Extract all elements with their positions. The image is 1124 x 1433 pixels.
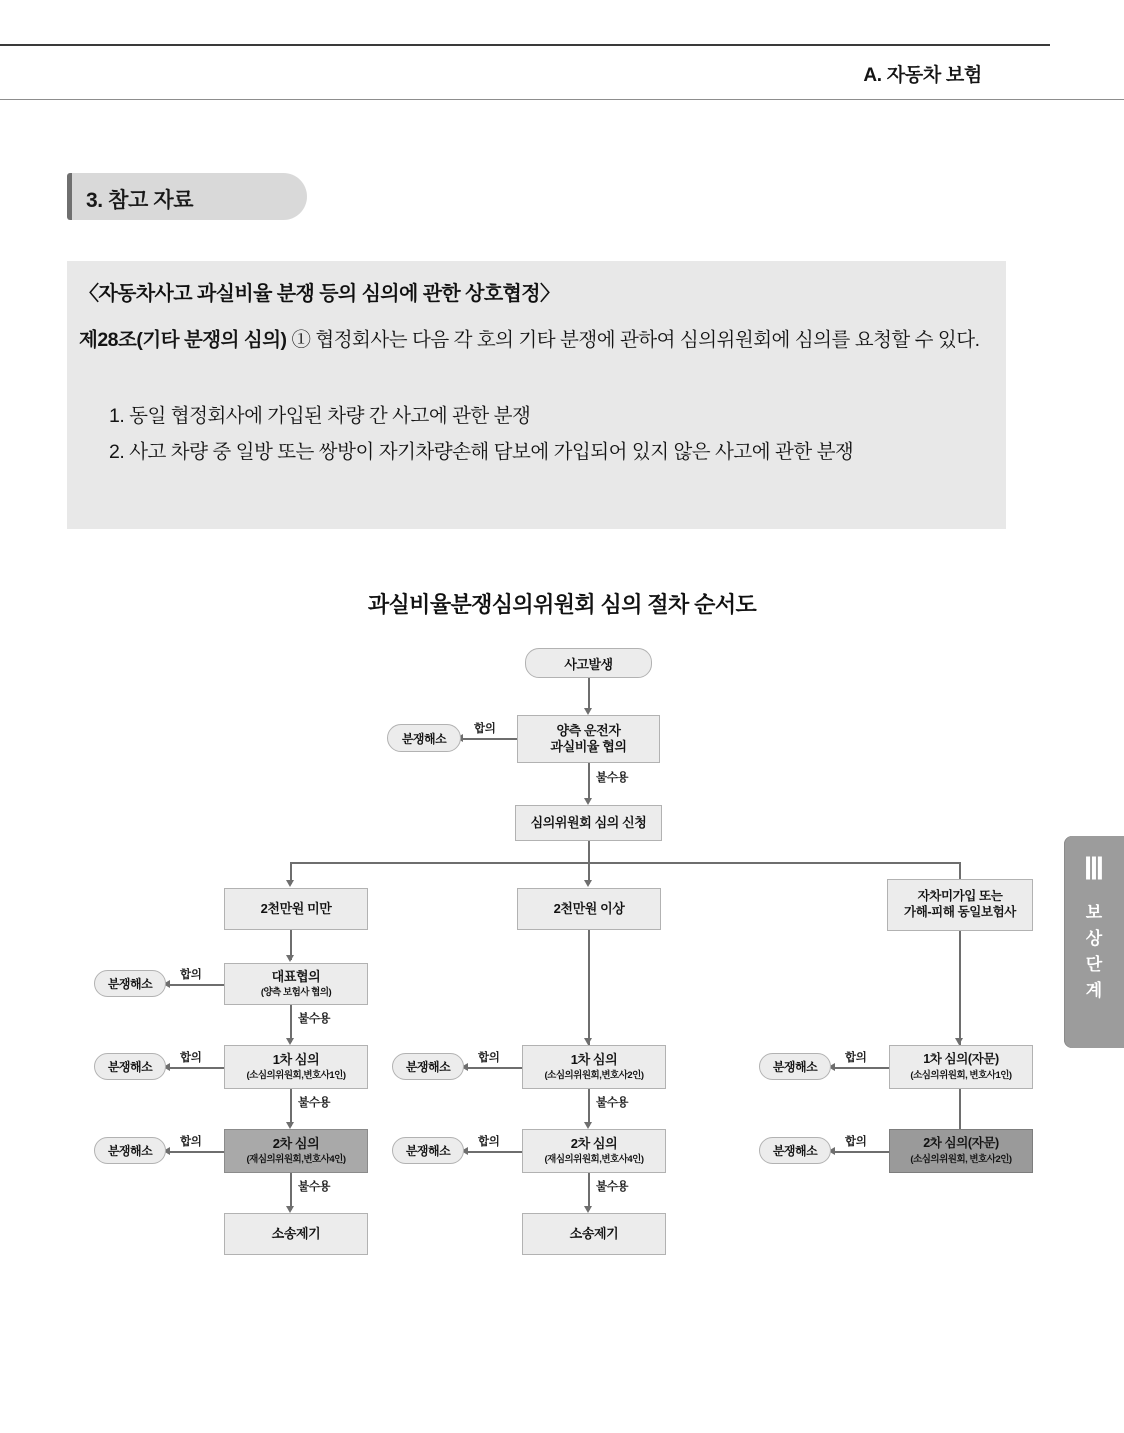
arrow-rep-to-first	[286, 1038, 294, 1045]
connector-center-first-to-resolved	[468, 1067, 522, 1069]
node-negotiation-line2: 과실비율 협의	[550, 739, 627, 754]
node-resolved-right-1-label: 분쟁해소	[772, 1060, 818, 1074]
connector-center-first-to-second	[588, 1089, 590, 1126]
connector-center-to-first	[588, 930, 590, 1045]
node-resolved-top	[387, 724, 461, 752]
connector-rep-to-first	[290, 1005, 292, 1042]
connector-right-second-to-resolved	[835, 1151, 889, 1153]
label-reject-left-3: 불수용	[298, 1181, 331, 1193]
arrow-left-first-to-second	[286, 1122, 294, 1129]
side-chapter-char: 보	[1085, 903, 1103, 922]
node-branch-same-insurer-line1: 자차미가입 또는	[917, 889, 1003, 904]
node-right-second-review-label: 2차 심의(자문)	[923, 1136, 999, 1151]
node-resolved-left-3	[94, 1137, 166, 1164]
connector-left-second-to-resolved	[170, 1151, 224, 1153]
node-resolved-left-3-label: 분쟁해소	[107, 1144, 153, 1158]
node-resolved-top-label: 분쟁해소	[401, 731, 447, 746]
node-resolved-center-1-label: 분쟁해소	[405, 1060, 451, 1074]
arrow-left-to-rep	[286, 955, 294, 962]
node-left-lawsuit	[224, 1213, 368, 1255]
arrow-center-first-to-second	[584, 1122, 592, 1129]
agreement-article-body: ① 협정회사는 다음 각 호의 기타 분쟁에 관하여 심의위원회에 심의를 요청할 수 있다.	[291, 329, 980, 351]
label-reject-center-2: 불수용	[596, 1181, 629, 1193]
node-center-first-review	[522, 1045, 666, 1089]
node-center-second-review	[522, 1129, 666, 1173]
agreement-article	[79, 323, 994, 357]
node-branch-same-insurer	[887, 879, 1033, 931]
label-agree-center-1: 합의	[478, 1052, 500, 1064]
node-center-second-review-sub: (재심의위원회,변호사4인)	[544, 1154, 644, 1166]
connector-right-first-to-resolved	[835, 1067, 889, 1069]
node-left-second-review-label: 2차 심의	[272, 1135, 320, 1151]
label-reject-left-1: 불수용	[298, 1013, 331, 1025]
arrow-negotiation-to-application	[584, 798, 592, 805]
label-reject-top: 불수용	[596, 772, 629, 784]
node-accident-label: 사고발생	[564, 656, 613, 672]
node-right-second-review-sub: (소심의위원회, 변호사2인)	[910, 1153, 1012, 1165]
connector-center-second-to-resolved	[468, 1151, 522, 1153]
agreement-article-number: 제28조(기타 분쟁의 심의)	[79, 329, 287, 351]
figure-title: 과실비율분쟁심의위원회 심의 절차 순서도	[367, 592, 757, 617]
label-agree-left-2: 합의	[180, 1052, 202, 1064]
label-agree-center-2: 합의	[478, 1136, 500, 1148]
connector-branch-bus	[290, 862, 960, 864]
connector-negotiation-to-resolved	[463, 738, 517, 740]
label-agree-left-3: 합의	[180, 1136, 202, 1148]
node-resolved-left-1	[94, 970, 166, 997]
node-branch-over-20m-label: 2천만원 이상	[553, 900, 625, 916]
connector-left-first-to-resolved	[170, 1067, 224, 1069]
arrow-center-second-to-lawsuit	[584, 1206, 592, 1213]
label-agree-right-2: 합의	[845, 1136, 867, 1148]
connector-left-first-to-second	[290, 1089, 292, 1126]
node-resolved-center-1	[392, 1053, 464, 1080]
node-branch-under-20m	[224, 888, 368, 930]
connector-center-second-to-lawsuit	[588, 1173, 590, 1210]
node-resolved-left-2-label: 분쟁해소	[107, 1060, 153, 1074]
connector-negotiation-to-application	[588, 763, 590, 801]
list-item: 2. 사고 차량 중 일방 또는 쌍방이 자기차량손해 담보에 가입되어 있지 않은 사고에 관한 분쟁	[109, 441, 854, 463]
connector-application-stem	[588, 841, 590, 863]
node-resolved-center-2	[392, 1137, 464, 1164]
node-accident	[525, 648, 652, 678]
node-right-first-review-label: 1차 심의(자문)	[923, 1052, 999, 1067]
side-chapter-text	[1064, 900, 1124, 1004]
section-accent-bar	[67, 173, 72, 220]
node-rep-meeting-label: 대표협의	[271, 968, 321, 984]
header-rule-bottom	[0, 99, 1124, 100]
arrow-center-to-first	[584, 1038, 592, 1045]
node-left-first-review	[224, 1045, 368, 1089]
node-resolved-right-1	[759, 1053, 831, 1080]
node-center-first-review-sub: (소심의위원회,변호사2인)	[544, 1070, 644, 1082]
node-right-first-review-sub: (소심의위원회, 변호사1인)	[910, 1069, 1012, 1081]
connector-accident-to-negotiation	[588, 678, 590, 710]
node-resolved-right-2-label: 분쟁해소	[772, 1144, 818, 1158]
node-branch-over-20m	[517, 888, 661, 930]
label-reject-left-2: 불수용	[298, 1097, 331, 1109]
label-reject-center-1: 불수용	[596, 1097, 629, 1109]
node-resolved-left-2	[94, 1053, 166, 1080]
node-application	[515, 805, 662, 841]
node-center-lawsuit-label: 소송제기	[569, 1225, 619, 1241]
arrow-branch-center	[584, 880, 592, 887]
node-resolved-left-1-label: 분쟁해소	[107, 977, 153, 991]
agreement-quote-box	[67, 261, 1006, 529]
page-header-title: A. 자동차 보험	[863, 65, 982, 86]
node-branch-same-insurer-line2: 가해-피해 동일보험사	[904, 905, 1016, 919]
node-rep-meeting-sub: (양측 보험사 협의)	[260, 987, 332, 999]
header-rule-top	[0, 44, 1050, 46]
node-branch-under-20m-label: 2천만원 미만	[260, 900, 332, 916]
node-negotiation-line1: 양측 운전자	[556, 722, 621, 738]
node-center-second-review-label: 2차 심의	[570, 1135, 618, 1151]
connector-left-second-to-lawsuit	[290, 1173, 292, 1210]
node-right-first-review	[889, 1045, 1033, 1089]
node-negotiation	[517, 715, 660, 763]
node-application-label: 심의위원회 심의 신청	[530, 814, 647, 830]
list-item: 1. 동일 협정회사에 가입된 차량 간 사고에 관한 분쟁	[109, 405, 531, 427]
section-heading-label: 3. 참고 자료	[86, 189, 194, 212]
label-agree-left-1: 합의	[180, 969, 202, 981]
agreement-title: 〈자동차사고 과실비율 분쟁 등의 심의에 관한 상호협정〉	[79, 283, 560, 305]
section-heading-tab	[67, 173, 307, 220]
arrow-left-second-to-lawsuit	[286, 1206, 294, 1213]
arrow-accident-to-negotiation	[584, 708, 592, 715]
side-chapter-char: 상	[1085, 929, 1103, 948]
node-left-first-review-label: 1차 심의	[272, 1051, 320, 1067]
node-left-first-review-sub: (소심의위원회,변호사1인)	[246, 1070, 346, 1082]
arrow-right-to-first	[955, 1038, 963, 1045]
node-left-lawsuit-label: 소송제기	[271, 1225, 321, 1241]
node-center-first-review-label: 1차 심의	[570, 1051, 618, 1067]
node-resolved-center-2-label: 분쟁해소	[405, 1144, 451, 1158]
connector-right-to-first	[959, 931, 961, 1045]
side-chapter-roman: Ⅲ	[1083, 853, 1105, 886]
flowchart	[60, 630, 1060, 1270]
connector-right-first-to-second	[959, 1089, 961, 1129]
node-rep-meeting	[224, 963, 368, 1005]
node-left-second-review-sub: (재심의위원회,변호사4인)	[246, 1154, 346, 1166]
arrow-branch-left	[286, 880, 294, 887]
side-chapter-char: 계	[1085, 981, 1103, 1000]
label-agree-top: 합의	[474, 723, 496, 735]
label-agree-right-1: 합의	[845, 1052, 867, 1064]
agreement-item-list	[109, 399, 1001, 471]
side-chapter-tab	[1064, 836, 1124, 1048]
node-left-second-review	[224, 1129, 368, 1173]
node-resolved-right-2	[759, 1137, 831, 1164]
side-chapter-char: 단	[1085, 955, 1103, 974]
connector-rep-to-resolved	[170, 984, 224, 986]
node-right-second-review	[889, 1129, 1033, 1173]
node-center-lawsuit	[522, 1213, 666, 1255]
